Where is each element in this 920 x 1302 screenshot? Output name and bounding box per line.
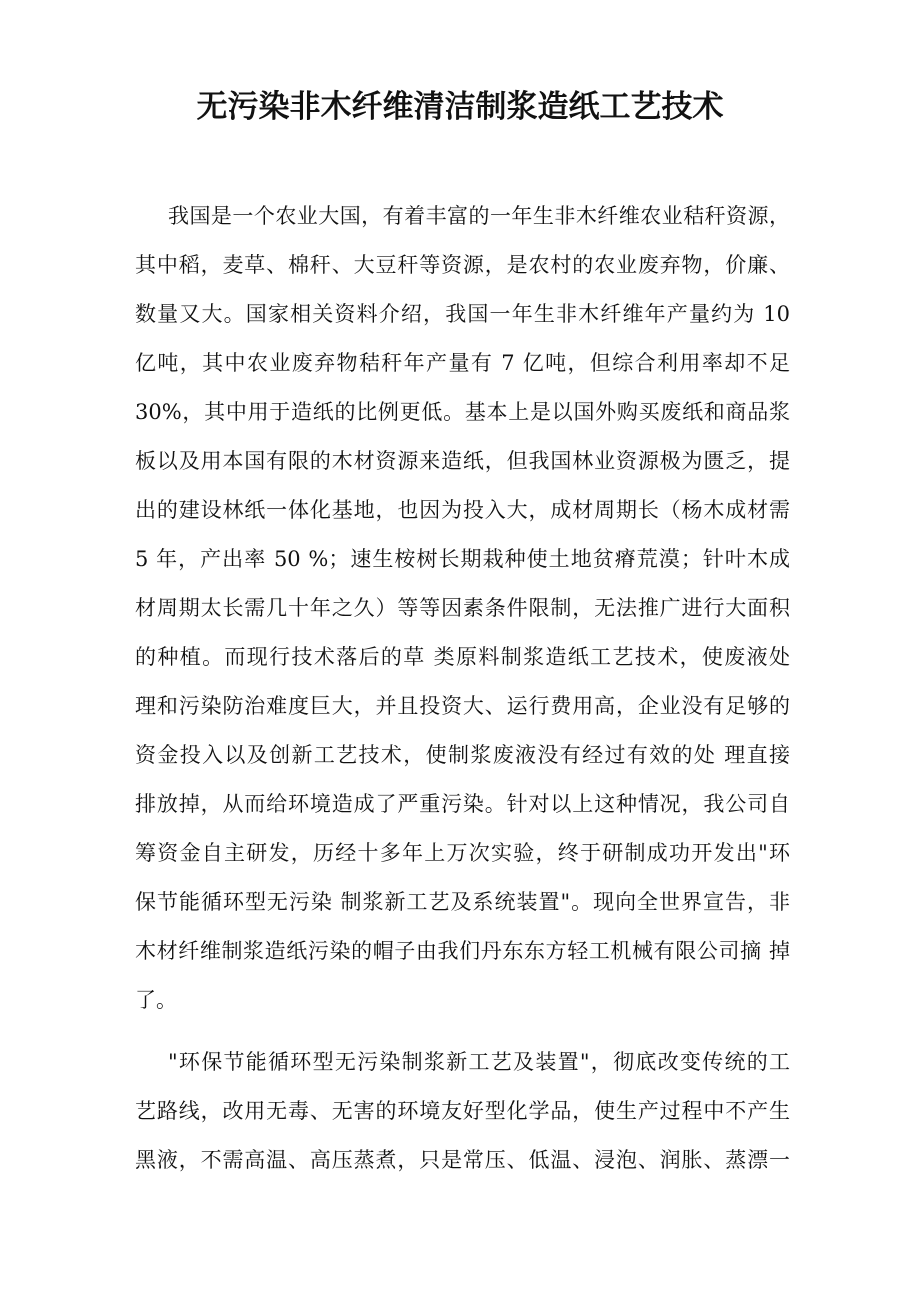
text-line: 板以及用本国有限的木材资源来造纸，但我国林业资源极为匮乏，提 [135, 449, 790, 473]
text-line: 出的建设林纸一体化基地，也因为投入大，成材周期长（杨木成材需 [135, 498, 790, 522]
text-line: 了。 [135, 988, 177, 1012]
text-line: 筹资金自主研发，历经十多年上万次实验，终于研制成功开发出"环 [135, 841, 790, 865]
text-line: 理和污染防治难度巨大，并且投资大、运行费用高，企业没有足够的 [135, 694, 790, 718]
text-line: 艺路线，改用无毒、无害的环境友好型化学品，使生产过程中不产生 [135, 1099, 790, 1123]
text-line: 的种植。而现行技术落后的草 类原料制浆造纸工艺技术，使废液处 [135, 645, 790, 669]
text-line: 排放掉，从而给环境造成了严重污染。针对以上这种情况，我公司自 [135, 792, 790, 816]
text-line: 30%，其中用于造纸的比例更低。基本上是以国外购买废纸和商品浆 [135, 400, 790, 424]
text-line: "环保节能循环型无污染制浆新工艺及装置"，彻底改变传统的工 [168, 1050, 790, 1074]
text-line: 我国是一个农业大国，有着丰富的一年生非木纤维农业秸秆资源， [168, 204, 790, 228]
paragraph [135, 1038, 790, 1185]
text-line: 黑液，不需高温、高压蒸煮，只是常压、低温、浸泡、润胀、蒸漂一 [135, 1148, 790, 1172]
text-line: 5 年，产出率 50 %；速生桉树长期栽种使土地贫瘠荒漠；针叶木成 [135, 547, 790, 571]
text-line: 材周期太长需几十年之久）等等因素条件限制，无法推广进行大面积 [135, 596, 790, 620]
text-line: 数量又大。国家相关资料介绍，我国一年生非木纤维年产量约为 10 [135, 302, 790, 326]
document-body [135, 192, 790, 1185]
text-line: 资金投入以及创新工艺技术，使制浆废液没有经过有效的处 理直接 [135, 743, 790, 767]
document-title: 无污染非木纤维清洁制浆造纸工艺技术 [196, 89, 724, 125]
paragraph-gap [135, 1025, 790, 1038]
paragraph [135, 192, 790, 1025]
text-line: 木材纤维制浆造纸污染的帽子由我们丹东东方轻工机械有限公司摘 掉 [135, 939, 790, 963]
text-line: 保节能循环型无污染 制浆新工艺及系统装置"。现向全世界宣告，非 [135, 890, 790, 914]
text-line: 其中稻，麦草、棉秆、大豆秆等资源，是农村的农业废弃物，价廉、 [135, 253, 790, 277]
text-line: 亿吨，其中农业废弃物秸秆年产量有 7 亿吨，但综合利用率却不足 [135, 351, 790, 375]
